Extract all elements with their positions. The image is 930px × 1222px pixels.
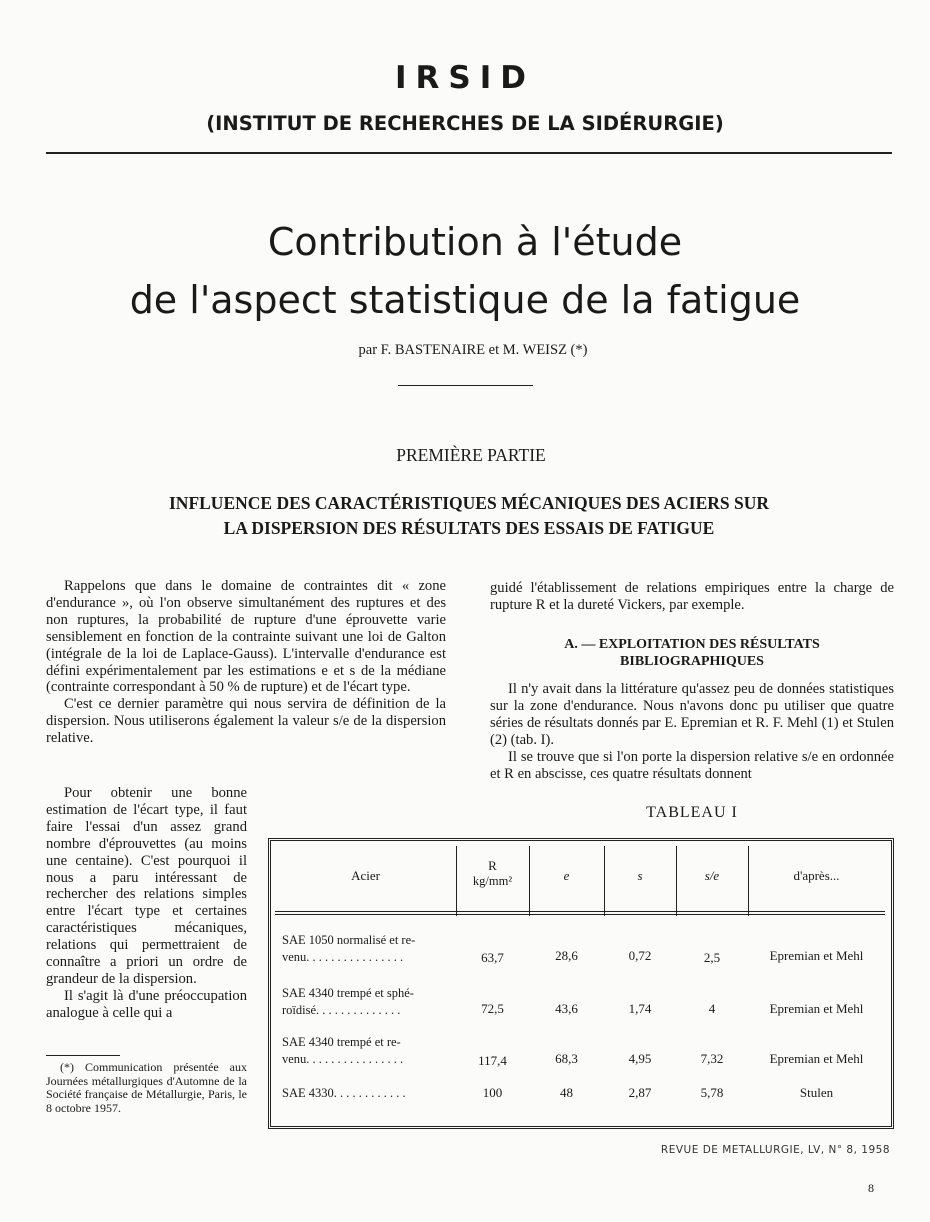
table-caption: TABLEAU I — [646, 804, 738, 821]
cell-e: 43,6 — [555, 1001, 578, 1016]
part-heading-line1: INFLUENCE DES CARACTÉRISTIQUES MÉCANIQUES DES ACIERS SUR — [169, 493, 769, 513]
th-r: R — [488, 858, 497, 873]
paragraph: Rappelons que dans le domaine de contraintes dit « zone d'endurance », où l'on observe simultanément des ruptures et des non ruptures, la probabilité de rupture d'une éprouvette varie sensiblement en fonction de la contrainte suivant une loi de Galton (intégrale de la loi de Laplace-Gauss). L'intervalle d'endurance est défini expérimentalement par les estimations e et s de la médiane (contrainte correspondant à 50 % de rupture) et de l'écart type. — [46, 578, 446, 696]
cell-se: 7,32 — [700, 1051, 724, 1066]
journal-reference: REVUE DE METALLURGIE, LV, N° 8, 1958 — [660, 1144, 890, 1156]
org-name: IRSID — [395, 60, 535, 96]
right-column-body — [490, 681, 894, 782]
footnote-rule — [46, 1055, 120, 1056]
cell-acier-line1: SAE 4340 trempé et re- — [282, 1035, 401, 1049]
cell-r: 63,7 — [481, 950, 504, 965]
right-column-top — [490, 580, 894, 614]
cell-acier-line2: venu. . . . . . . . . . . . . . . . — [282, 1052, 404, 1066]
cell-r: 72,5 — [481, 1001, 504, 1016]
paragraph: Il se trouve que si l'on porte la dispersion relative s/e en ordonnée et R en abscisse, ces quatre résultats donnent — [490, 748, 894, 782]
cell-source: Epremian et Mehl — [769, 1001, 864, 1016]
cell-acier-line2: roïdisé. . . . . . . . . . . . . . — [282, 1003, 401, 1017]
cell-se: 5,78 — [700, 1085, 724, 1100]
paragraph: Il s'agit là d'une préoccupation analogue à celle qui a — [46, 987, 247, 1021]
paragraph: C'est ce dernier paramètre qui nous servira de définition de la dispersion. Nous utiliserons également la valeur s/e de la dispersion relative. — [46, 696, 446, 747]
org-full-name: (INSTITUT DE RECHERCHES DE LA SIDÉRURGIE) — [206, 112, 724, 135]
cell-acier-line2: venu. . . . . . . . . . . . . . . . — [282, 950, 404, 964]
th-e: e — [563, 868, 570, 883]
left-column-upper — [46, 578, 446, 747]
th-acier: Acier — [351, 868, 380, 883]
cell-s: 2,87 — [628, 1085, 652, 1100]
left-column-narrow — [46, 785, 247, 1022]
cell-source: Stulen — [799, 1085, 834, 1100]
th-r-unit: kg/mm² — [472, 874, 513, 888]
cell-se: 2,5 — [703, 950, 721, 965]
cell-s: 4,95 — [628, 1051, 652, 1066]
th-s: s — [637, 868, 643, 883]
article-title-line1: Contribution à l'étude — [267, 220, 683, 264]
part-label: PREMIÈRE PARTIE — [396, 445, 546, 465]
cell-e: 68,3 — [555, 1051, 578, 1066]
paragraph: Pour obtenir une bonne estimation de l'écart type, il faut faire l'essai d'un assez grand nombre d'éprouvettes (au moins une centaine). C'est pourquoi il nous a paru intéressant de rechercher des relations simples entre l'écart type et certaines caractéristiques mécaniques, relations qui permettraient de connaître a priori un ordre de grandeur de la dispersion. — [46, 785, 247, 987]
footnote: (*) Communication présentée aux Journées métallurgiques d'Automne de la Société française de Métallurgie, Paris, le 8 octobre 1957. — [46, 1060, 247, 1115]
header-rule — [46, 152, 892, 154]
cell-s: 1,74 — [628, 1001, 652, 1016]
cell-e: 48 — [560, 1085, 573, 1100]
cell-acier-line1: SAE 4340 trempé et sphé- — [282, 986, 414, 1000]
cell-r: 117,4 — [478, 1053, 507, 1068]
cell-source: Epremian et Mehl — [769, 1051, 864, 1066]
paragraph: guidé l'établissement de relations empiriques entre la charge de rupture R et la dureté Vickers, par exemple. — [490, 580, 894, 613]
cell-source: Epremian et Mehl — [769, 948, 864, 963]
paragraph: Il n'y avait dans la littérature qu'assez peu de données statistiques sur la zone d'endurance. Nous n'avons donc pu utiliser que quatre séries de résultats donnés par E. Epremian et R. F. Mehl (1) et Stulen (2) (tab. I). — [490, 681, 894, 748]
authors: par F. BASTENAIRE et M. WEISZ (*) — [358, 342, 588, 358]
cell-e: 28,6 — [555, 948, 578, 963]
th-source: d'après... — [793, 868, 840, 883]
cell-s: 0,72 — [628, 948, 652, 963]
table-header-rule — [275, 911, 885, 912]
table-header-rule — [275, 914, 885, 915]
th-se: s/e — [704, 868, 720, 883]
page-number: 8 — [868, 1181, 874, 1195]
cell-se: 4 — [708, 1001, 716, 1016]
cell-acier-line1: SAE 4330. . . . . . . . . . . . — [282, 1086, 406, 1100]
section-heading-line2: BIBLIOGRAPHIQUES — [620, 654, 764, 669]
cell-r: 100 — [482, 1085, 503, 1100]
title-rule — [398, 385, 533, 386]
section-heading-line1: A. — EXPLOITATION DES RÉSULTATS — [564, 637, 820, 652]
cell-acier-line1: SAE 1050 normalisé et re- — [282, 933, 416, 947]
article-title-line2: de l'aspect statistique de la fatigue — [129, 278, 801, 322]
part-heading-line2: LA DISPERSION DES RÉSULTATS DES ESSAIS DE FATIGUE — [223, 518, 715, 538]
